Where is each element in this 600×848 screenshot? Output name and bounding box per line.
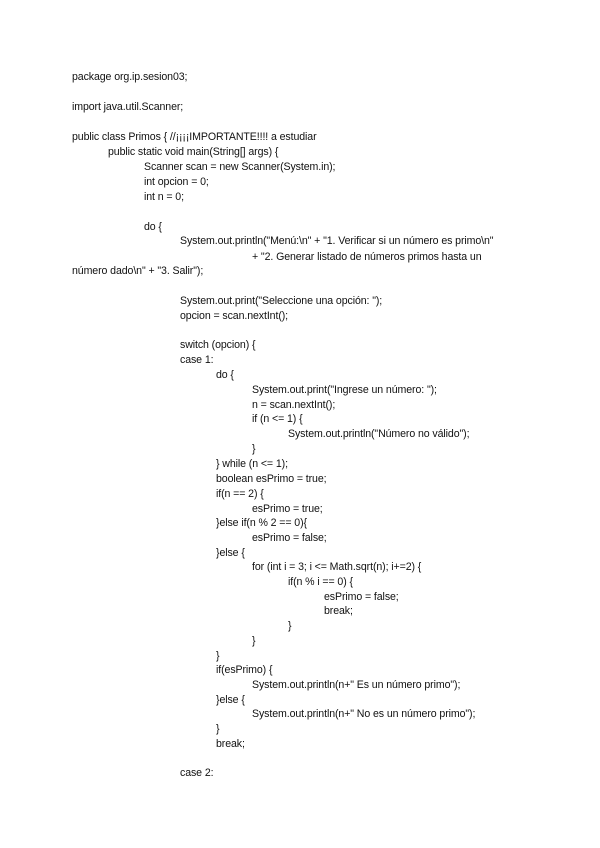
code-line-break-case: break; [216, 738, 245, 750]
code-line-close-if-invalid: } [252, 443, 256, 455]
code-line-if-es-primo: if(esPrimo) { [216, 664, 273, 676]
code-line-else-not-prime: }else { [216, 694, 245, 706]
code-line-print-not-prime: System.out.println(n+" No es un número primo"); [252, 708, 476, 720]
code-line-read-option: opcion = scan.nextInt(); [180, 310, 289, 322]
code-line-menu-print: System.out.println("Menú:\n" + "1. Verificar si un número es primo\n" [180, 235, 494, 247]
code-line-break-inner: break; [324, 605, 353, 617]
code-line-scanner: Scanner scan = new Scanner(System.in); [144, 161, 336, 173]
code-line-read-number: n = scan.nextInt(); [252, 399, 336, 411]
code-line-select-option: System.out.print("Seleccione una opción: "); [180, 295, 383, 307]
code-line-if-invalid: if (n <= 1) { [252, 413, 303, 425]
code-line-es-primo-init: boolean esPrimo = true; [216, 473, 327, 485]
code-line-loop-set-false: esPrimo = false; [324, 591, 399, 603]
code-line-print-invalid: System.out.println("Número no válido"); [288, 428, 470, 440]
code-line-package: package org.ip.sesion03; [72, 71, 188, 83]
code-line-else: }else { [216, 547, 245, 559]
code-line-class-declaration: public class Primos { //¡¡¡¡IMPORTANTE!!!! a estudiar [72, 131, 317, 143]
code-line-set-true: esPrimo = true; [252, 503, 323, 515]
code-line-opcion-init: int opcion = 0; [144, 176, 209, 188]
code-line-for-loop: for (int i = 3; i <= Math.sqrt(n); i+=2) { [252, 561, 422, 573]
code-line-if-two: if(n == 2) { [216, 488, 264, 500]
code-line-outer-do: do { [144, 221, 162, 233]
code-line-set-false: esPrimo = false; [252, 532, 327, 544]
code-line-while: } while (n <= 1); [216, 458, 288, 470]
code-line-print-prime: System.out.println(n+" Es un número primo"); [252, 679, 461, 691]
code-line-close-if-divisible: } [288, 620, 292, 632]
code-line-case-1: case 1: [180, 354, 214, 366]
code-line-else-if-even: }else if(n % 2 == 0){ [216, 517, 307, 529]
code-line-switch: switch (opcion) { [180, 339, 256, 351]
code-line-close-for: } [252, 635, 256, 647]
code-line-main-method: public static void main(String[] args) { [108, 146, 279, 158]
code-line-import: import java.util.Scanner; [72, 101, 184, 113]
code-line-ingrese-numero: System.out.print("Ingrese un número: "); [252, 384, 437, 396]
code-line-n-init: int n = 0; [144, 191, 184, 203]
code-line-menu-print-wrap: número dado\n" + "3. Salir"); [72, 265, 204, 277]
code-line-if-divisible: if(n % i == 0) { [288, 576, 353, 588]
code-line-inner-do: do { [216, 369, 234, 381]
code-line-case-2: case 2: [180, 767, 214, 779]
code-line-menu-print-continuation: + "2. Generar listado de números primos hasta un [252, 251, 482, 263]
code-line-close-if-prime: } [216, 723, 220, 735]
code-line-close-else: } [216, 650, 220, 662]
